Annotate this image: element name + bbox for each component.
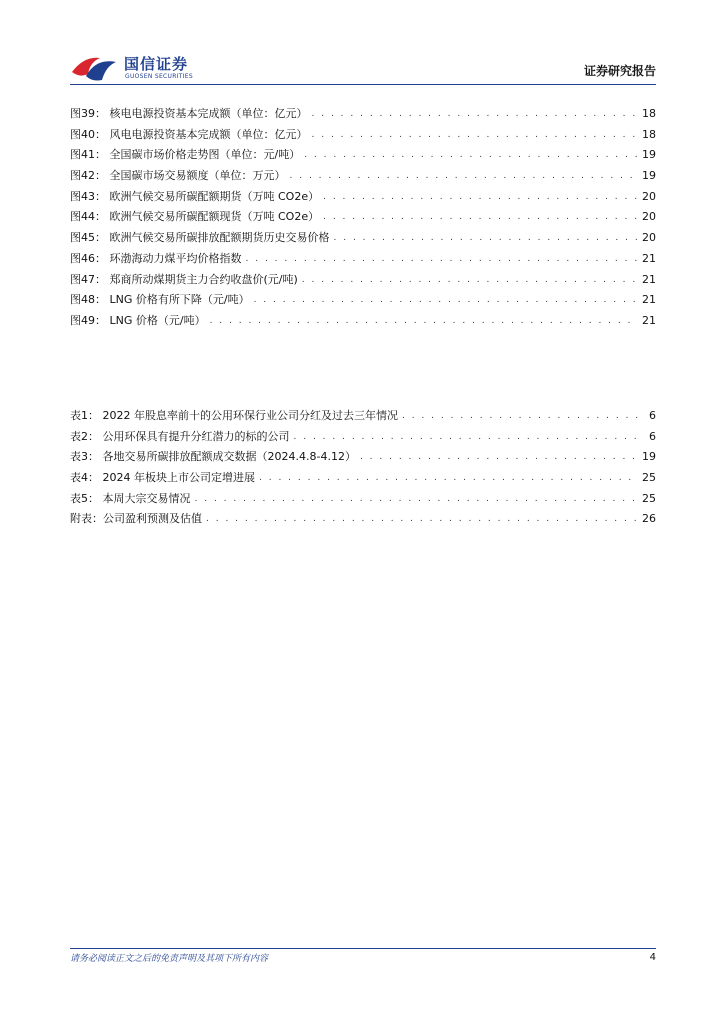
toc-entry-figure-47[interactable] [70,270,656,291]
dot-leader [334,228,639,249]
toc-entry-table-4[interactable] [70,468,656,489]
toc-entry-label: 表3： 各地交易所碳排放配额成交数据（2024.4.8-4.12） [70,450,356,464]
footer-page-number: 4 [649,952,656,963]
toc-entry-page: 25 [642,491,656,505]
toc-entry-page: 20 [642,210,656,224]
toc-entry-page: 21 [642,272,656,286]
dot-leader [210,311,638,332]
toc-entry-label: 表2： 公用环保具有提升分红潜力的标的公司 [70,429,290,443]
dot-leader [312,125,639,146]
toc-entry-page: 21 [642,313,656,327]
report-type-label: 证券研究报告 [583,64,656,78]
toc-entry-label: 图45： 欧洲气候交易所碳排放配额期货历史交易价格 [70,231,330,245]
toc-entry-page: 19 [642,169,656,183]
dot-leader [259,468,638,489]
toc-entry-figure-45[interactable] [70,228,656,249]
toc-entry-label: 表1： 2022 年股息率前十的公用环保行业公司分红及过去三年情况 [70,409,398,422]
dot-leader [246,249,639,270]
toc-entry-label: 图43： 欧洲气候交易所碳配额期货（万吨 CO2e） [70,189,320,203]
toc-entry-label: 图42： 全国碳市场交易额度（单位：万元） [70,169,286,183]
toc-entry-figure-49[interactable] [70,311,656,332]
toc-entry-label: 图49： LNG 价格（元/吨） [70,313,206,327]
toc-entry-label: 图48： LNG 价格有所下降（元/吨） [70,293,250,307]
toc-entry-page: 21 [642,251,656,265]
dot-leader [323,207,638,228]
toc-entry-label: 图46： 环渤海动力煤平均价格指数 [70,251,242,265]
toc-entry-figure-40[interactable] [70,125,656,146]
guosen-logo [70,52,230,84]
dot-leader [323,187,638,208]
toc-entry-page: 20 [642,189,656,203]
toc-entry-appendix-table[interactable] [70,509,656,530]
toc-entry-figure-43[interactable] [70,187,656,208]
toc-entry-page: 18 [642,107,656,120]
footer-divider [70,948,656,949]
dot-leader [302,270,638,291]
toc-entry-label: 表4： 2024 年板块上市公司定增进展 [70,471,255,485]
dot-leader [254,290,638,311]
page-header [70,48,656,84]
table-index-list [70,406,656,530]
toc-entry-figure-48[interactable] [70,290,656,311]
toc-entry-page: 25 [642,471,656,485]
toc-entry-label: 附表：公司盈利预测及估值 [70,512,202,526]
dot-leader [294,427,639,448]
toc-entry-label: 图41： 全国碳市场价格走势图（单位：元/吨） [70,148,301,162]
figure-index-list [70,104,656,332]
toc-entry-label: 图44： 欧洲气候交易所碳配额现货（万吨 CO2e） [70,210,320,224]
toc-entry-figure-41[interactable] [70,145,656,166]
toc-entry-page: 20 [642,231,656,245]
dot-leader [360,447,638,468]
logo-text-en: GUOSEN SECURITIES [125,73,194,80]
guosen-logo-icon [70,52,120,82]
toc-entry-page: 19 [642,450,656,464]
toc-entry-page: 26 [642,512,656,526]
toc-entry-figure-39[interactable] [70,104,656,125]
dot-leader [402,406,638,427]
toc-entry-page: 18 [642,127,656,141]
toc-entry-figure-44[interactable] [70,207,656,228]
logo-text-cn: 国信证券 [124,55,189,73]
footer-disclaimer: 请务必阅读正文之后的免责声明及其项下所有内容 [70,954,269,964]
toc-entry-table-5[interactable] [70,489,656,510]
dot-leader [304,145,638,166]
toc-entry-page: 6 [649,429,656,443]
header-divider [70,84,656,85]
toc-entry-figure-46[interactable] [70,249,656,270]
toc-entry-label: 图40： 风电电源投资基本完成额（单位：亿元） [70,127,308,141]
dot-leader [312,104,639,125]
toc-entry-page: 6 [649,409,656,422]
toc-entry-page: 19 [642,148,656,162]
toc-entry-table-1[interactable] [70,406,656,427]
toc-entry-figure-42[interactable] [70,166,656,187]
dot-leader [206,509,638,530]
dot-leader [195,489,639,510]
toc-entry-label: 表5： 本周大宗交易情况 [70,491,191,505]
toc-entry-table-3[interactable] [70,447,656,468]
toc-entry-page: 21 [642,293,656,307]
dot-leader [290,166,639,187]
toc-entry-label: 图39： 核电电源投资基本完成额（单位：亿元） [70,107,308,120]
toc-entry-table-2[interactable] [70,427,656,448]
toc-entry-label: 图47： 郑商所动煤期货主力合约收盘价(元/吨) [70,272,298,286]
